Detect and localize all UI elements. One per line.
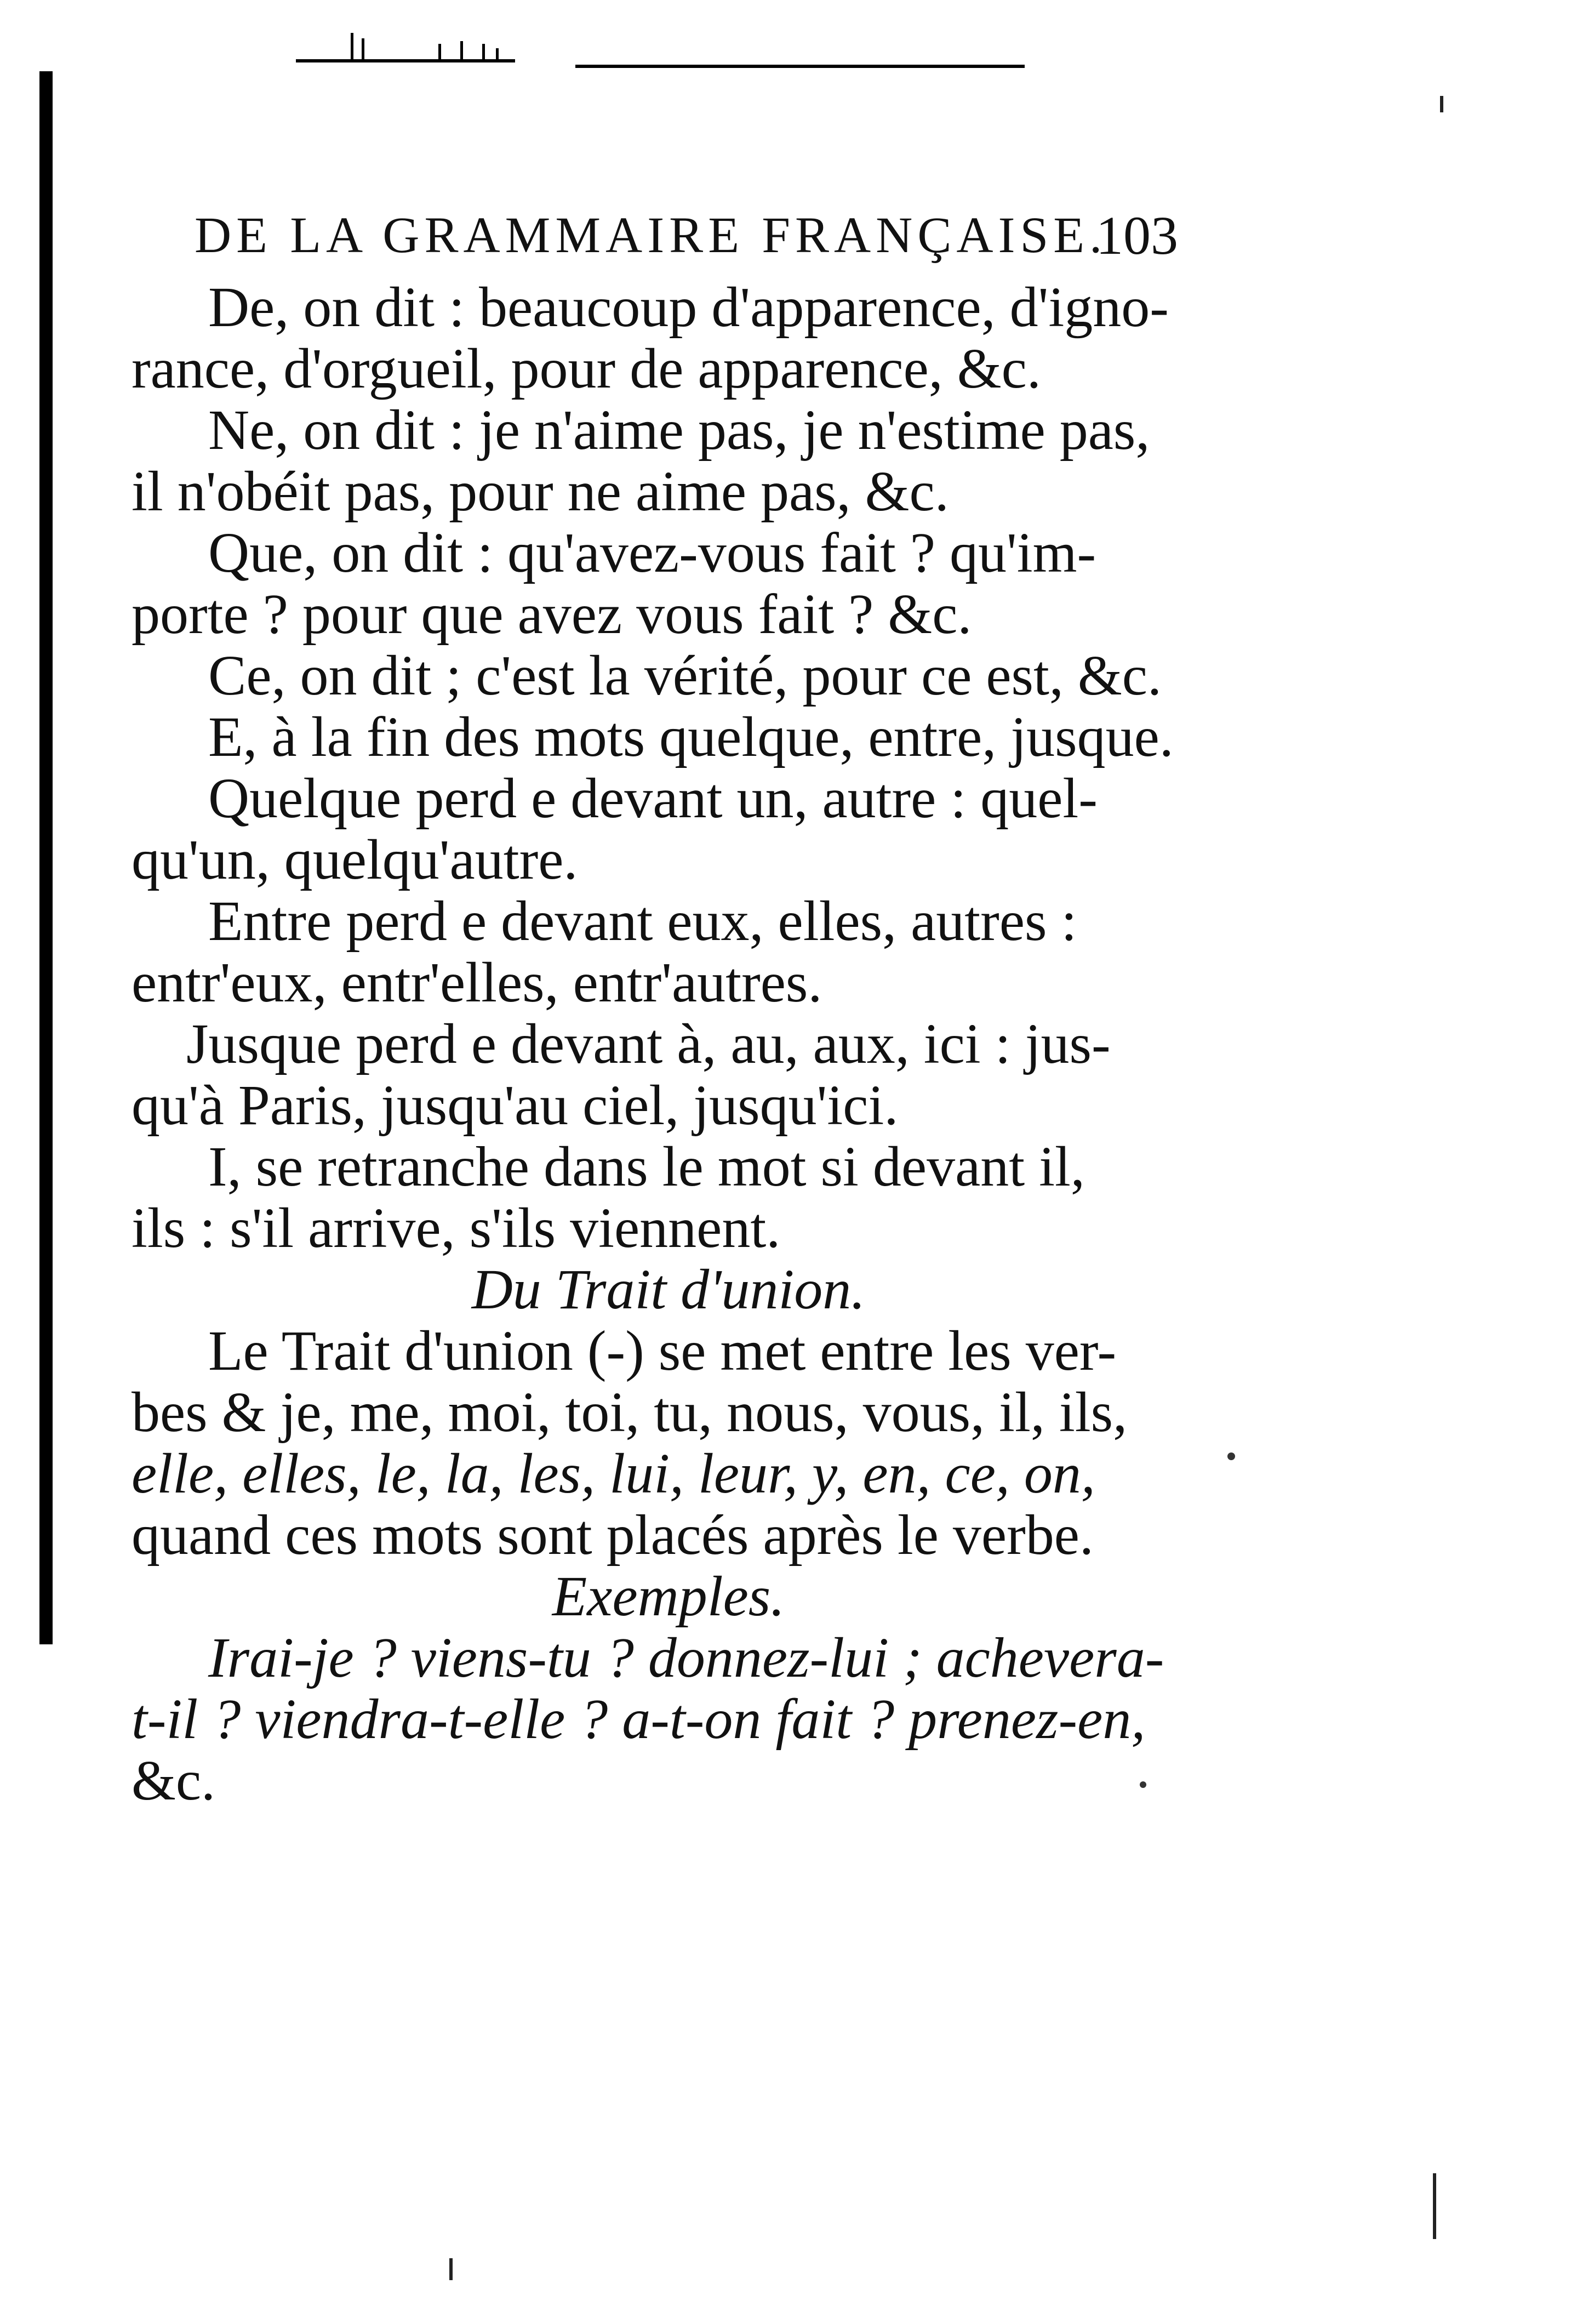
ruler-tick (351, 33, 353, 61)
text-line: Ne, on dit : je n'aime pas, je n'estime pas, (208, 398, 1150, 462)
text-line: il n'obéit pas, pour ne aime pas, &c. (132, 460, 949, 523)
scan-speck (1227, 1453, 1235, 1460)
ruler-tick (362, 38, 364, 61)
text-line: Jusque perd e devant à, au, aux, ici : jus- (186, 1012, 1111, 1075)
text-line: Que, on dit : qu'avez-vous fait ? qu'im- (208, 521, 1096, 584)
text-line: Entre perd e devant eux, elles, autres : (208, 890, 1077, 953)
section-heading-trait-union: Du Trait d'union. (471, 1258, 866, 1321)
text-line: qu'à Paris, jusqu'au ciel, jusqu'ici. (132, 1074, 899, 1137)
scan-speck (449, 2258, 453, 2280)
body-text (132, 277, 1206, 1812)
text-line: quand ces mots sont placés après le verbe. (132, 1503, 1094, 1567)
text-line: elle, elles, le, la, les, lui, leur, y, en, ce, on, (132, 1442, 1095, 1505)
scan-speck (1433, 2173, 1436, 2239)
binding-shadow-bar (39, 71, 53, 1644)
ruler-tick (496, 48, 499, 61)
text-line: t-il ? viendra-t-elle ? a-t-on fait ? prenez-en, (132, 1688, 1146, 1751)
text-line: ils : s'il arrive, s'ils viennent. (132, 1197, 781, 1260)
text-line: E, à la fin des mots quelque, entre, jusque. (208, 705, 1174, 768)
text-line: bes & je, me, moi, toi, tu, nous, vous, il, ils, (132, 1381, 1128, 1444)
text-line: Le Trait d'union (-) se met entre les ver- (208, 1319, 1117, 1382)
scan-speck (1440, 96, 1443, 112)
text-line: &c. (132, 1749, 216, 1812)
top-rule (575, 65, 1025, 68)
ruler-tick (482, 44, 485, 61)
text-line: De, on dit : beaucoup d'apparence, d'igno- (208, 276, 1169, 339)
text-line: I, se retranche dans le mot si devant il, (208, 1135, 1085, 1198)
text-line: entr'eux, entr'elles, entr'autres. (132, 951, 822, 1014)
ruler-tick (438, 44, 441, 61)
text-line: rance, d'orgueil, pour de apparence, &c. (132, 337, 1041, 400)
text-line: qu'un, quelqu'autre. (132, 828, 578, 891)
section-heading-exemples: Exemples. (552, 1565, 785, 1628)
text-line: Quelque perd e devant un, autre : quel- (208, 767, 1098, 830)
ruler-tick (460, 41, 463, 61)
text-line: porte ? pour que avez vous fait ? &c. (132, 583, 972, 646)
running-title: DE LA GRAMMAIRE FRANÇAISE. (195, 207, 1107, 264)
text-line: Irai-je ? viens-tu ? donnez-lui ; achevera- (208, 1626, 1164, 1689)
page-number: 103 (1096, 205, 1178, 266)
text-line: Ce, on dit ; c'est la vérité, pour ce est, &c. (208, 644, 1162, 707)
